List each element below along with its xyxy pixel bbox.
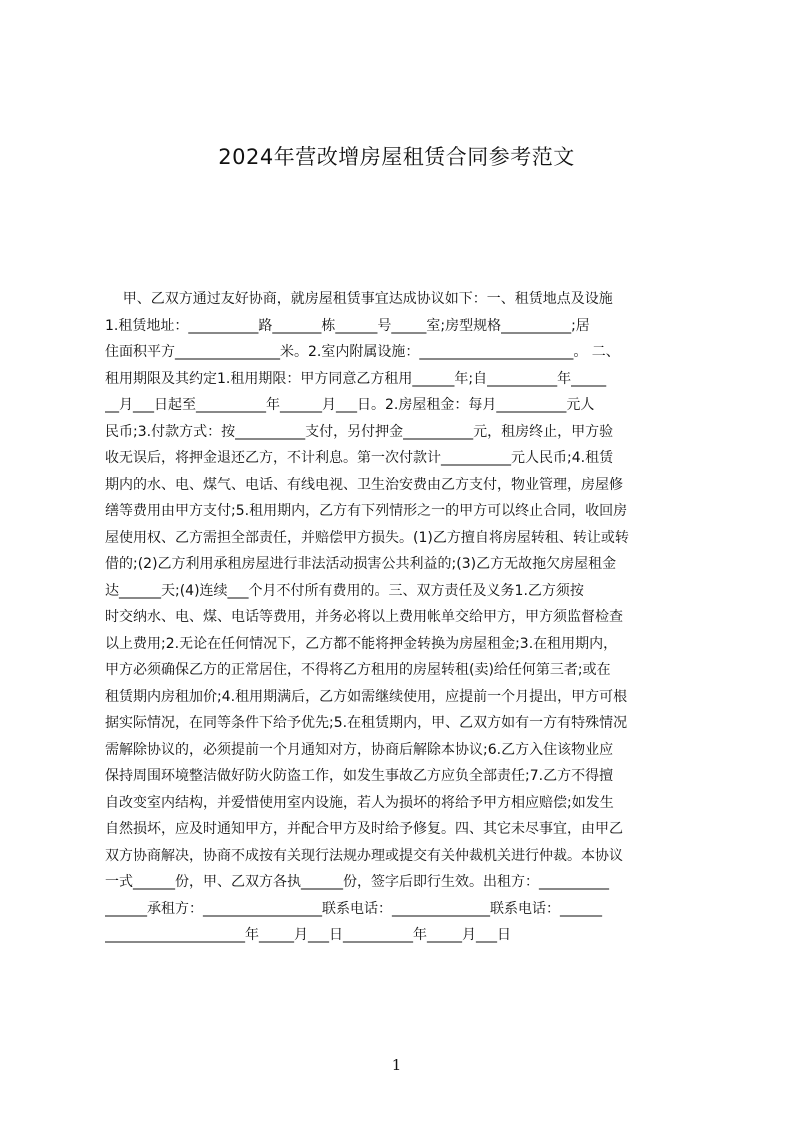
body-line: 自改变室内结构，并爱惜使用室内设施，若人为损坏的将给予甲方相应赔偿;如发生 [105,794,614,811]
body-line: ______承租方：_________________联系电话：______________联系电话：______ [105,900,602,917]
contract-body [105,286,697,966]
body-line: 保持周围环境整洁做好防火防盗工作，如发生事故乙方应负全部责任;7.乙方不得擅 [105,768,614,784]
body-line: 屋使用权、乙方需担全部责任，并赔偿甲方损失。(1)乙方擅自将房屋转租、转让或转 [105,529,629,546]
body-line: 租用期限及其约定1.租用期限：甲方同意乙方租用______年;自__________年_____ [105,370,607,387]
body-line: __月___日起至__________年______月___日。2.房屋租金：每月__________元人 [105,397,595,413]
body-line: 缮等费用由甲方支付;5.租用期内，乙方有下列情形之一的甲方可以终止合同，收回房 [105,503,628,519]
body-line: 1.租赁地址：__________路_______栋______号_____室;房型规格__________;居 [105,317,590,334]
page-number: 1 [391,1056,402,1074]
document-title: 2024年营改增房屋租赁合同参考范文 [218,145,575,169]
body-line: 达______天;(4)连续___个月不付所有费用的。三、双方责任及义务1.乙方须按 [105,582,584,599]
body-line: 借的;(2)乙方利用承租房屋进行非法活动损害公共利益的;(3)乙方无故拖欠房屋租金 [105,556,617,572]
body-line: 需解除协议的，必须提前一个月通知对方，协商后解除本协议;6.乙方入住该物业应 [105,741,614,758]
body-line: 租赁期内房租加价;4.租用期满后，乙方如需继续使用，应提前一个月提出，甲方可根 [105,688,628,705]
body-line: 自然损坏，应及时通知甲方，并配合甲方及时给予修复。四、其它未尽事宜，由甲乙 [105,821,623,837]
body-line: 时交纳水、电、煤、电话等费用，并务必将以上费用帐单交给甲方，甲方须监督检查 [105,609,623,625]
body-line: 甲方必须确保乙方的正常居住，不得将乙方租用的房屋转租(卖)给任何第三者;或在 [105,662,611,678]
body-line: 据实际情况，在同等条件下给予优先;5.在租赁期内，甲、乙双方如有一方有特殊情况 [105,715,628,731]
body-line: 甲、乙双方通过友好协商，就房屋租赁事宜达成协议如下：一、租赁地点及设施 [105,291,613,307]
body-line: 以上费用;2.无论在任何情况下，乙方都不能将押金转换为房屋租金;3.在租用期内， [105,635,618,652]
body-line: 收无误后，将押金退还乙方，不计利息。第一次付款计__________元人民币;4.租赁 [105,450,614,466]
body-line: 一式______份，甲、乙双方各执______份，签字后即行生效。出租方：__________ [105,874,609,890]
body-line: 民币;3.付款方式：按__________支付，另付押金__________元，租房终止，甲方验 [105,423,614,440]
body-line: 住面积平方_______________米。2.室内附属设施：______________________。 二、 [105,344,620,360]
body-line: 双方协商解决，协商不成按有关现行法规办理或提交有关仲裁机关进行仲裁。本协议 [105,847,623,864]
body-line: 期内的水、电、煤气、电话、有线电视、卫生治安费由乙方支付，物业管理，房屋修 [105,476,623,493]
body-line: ____________________年_____月___日__________年_____月___日 [105,927,511,943]
